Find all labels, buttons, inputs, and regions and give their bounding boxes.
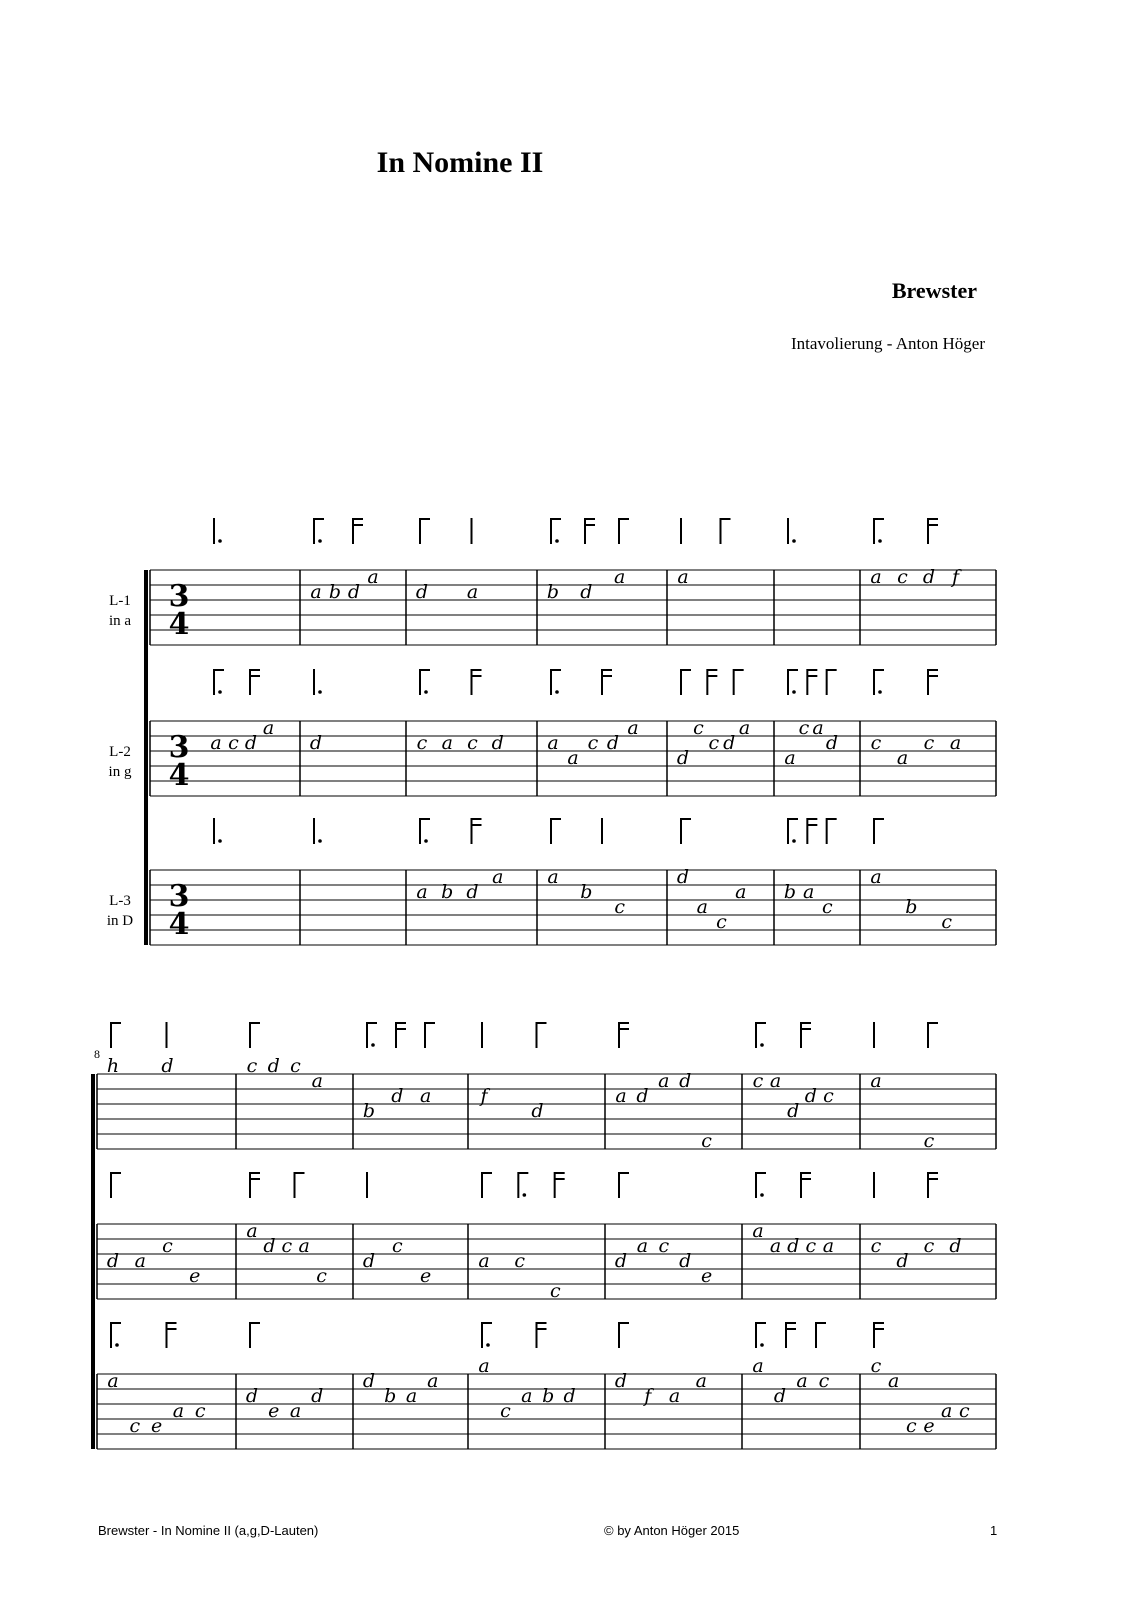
footer-left: Brewster - In Nomine II (a,g,D-Lauten) xyxy=(98,1523,319,1538)
measure xyxy=(210,669,274,754)
fret-letter: a xyxy=(696,896,708,918)
fret-letter: d xyxy=(391,1085,404,1107)
fret-letter: a xyxy=(478,1250,490,1272)
measure xyxy=(871,1322,970,1437)
part-tuning: in a xyxy=(108,613,132,629)
fret-letter: a xyxy=(492,866,504,888)
fret-letter: d xyxy=(676,747,690,769)
tab-system xyxy=(107,518,996,945)
measure xyxy=(870,518,962,588)
fret-letter: d xyxy=(614,1250,628,1272)
fret-letter: c xyxy=(798,717,810,739)
fret-letter: d xyxy=(922,566,936,588)
fret-letter: c xyxy=(870,1355,882,1377)
fret-letter: c xyxy=(228,732,239,754)
fret-letter: e xyxy=(420,1265,432,1287)
fret-letter: c xyxy=(281,1235,293,1257)
rhythm-dot xyxy=(878,539,882,543)
measure xyxy=(615,1322,707,1407)
footer-center: © by Anton Höger 2015 xyxy=(604,1523,740,1538)
part-label: L-2 xyxy=(109,744,131,760)
fret-letter: a xyxy=(812,717,824,739)
fret-letter: d xyxy=(311,1385,324,1407)
fret-letter: d xyxy=(244,732,258,754)
fret-letter: a xyxy=(210,732,222,754)
fret-letter: a xyxy=(547,866,559,888)
system-bracket xyxy=(144,570,148,945)
fret-letter: c xyxy=(818,1370,830,1392)
fret-letter: c xyxy=(162,1235,173,1257)
fret-letter: d xyxy=(949,1235,962,1257)
measure-number: 8 xyxy=(94,1047,100,1061)
fret-letter: a xyxy=(289,1400,302,1422)
fret-letter: c xyxy=(550,1280,561,1302)
fret-letter: d xyxy=(415,581,429,603)
fret-letter: d xyxy=(106,1250,120,1272)
fret-letter: a xyxy=(870,1070,882,1092)
fret-letter: a xyxy=(822,1235,835,1257)
fret-letter: c xyxy=(959,1400,970,1422)
measure xyxy=(788,518,796,544)
fret-letter: e xyxy=(150,1415,163,1437)
fret-letter: a xyxy=(677,566,689,588)
fret-letter: d xyxy=(531,1100,544,1122)
fret-letter: d xyxy=(679,1250,692,1272)
fret-letter: c xyxy=(941,911,952,933)
measure xyxy=(478,1322,575,1422)
fret-letter: c xyxy=(822,896,833,918)
rhythm-dot xyxy=(523,1193,527,1197)
fret-letter: a xyxy=(521,1385,533,1407)
rhythm-dot xyxy=(760,1043,764,1047)
fret-letter: d xyxy=(676,866,690,888)
fret-letter: e xyxy=(923,1415,935,1437)
fret-letter: e xyxy=(700,1265,713,1287)
fret-letter: c xyxy=(805,1235,817,1257)
measure xyxy=(677,818,747,933)
fret-letter: a xyxy=(441,732,453,754)
rhythm-dot xyxy=(486,1343,490,1347)
rhythm-dot xyxy=(318,690,322,694)
rhythm-dot xyxy=(424,839,428,843)
fret-letter: a xyxy=(246,1220,258,1242)
fret-letter: a xyxy=(547,732,559,754)
fret-letter: d xyxy=(161,1055,174,1077)
measure xyxy=(214,518,222,544)
measure xyxy=(107,1322,206,1437)
fret-letter: d xyxy=(362,1370,376,1392)
fret-letter: c xyxy=(416,732,428,754)
fret-letter: a xyxy=(738,717,751,739)
measure xyxy=(547,669,638,769)
rhythm-dot xyxy=(760,1193,764,1197)
measure xyxy=(871,1172,962,1272)
measure xyxy=(871,669,961,769)
measure xyxy=(247,1022,323,1092)
rhythm-dot xyxy=(318,839,322,843)
measure xyxy=(752,1172,834,1257)
fret-letter: d xyxy=(606,732,620,754)
fret-letter: a xyxy=(695,1370,707,1392)
fret-letter: a xyxy=(752,1355,764,1377)
time-signature-top: 3 xyxy=(168,579,190,614)
fret-letter: a xyxy=(668,1385,681,1407)
fret-letter: d xyxy=(563,1385,576,1407)
fret-letter: c xyxy=(587,732,599,754)
fret-letter: c xyxy=(870,732,882,754)
fret-letter: a xyxy=(735,881,747,903)
measure xyxy=(870,818,952,933)
fret-letter: d xyxy=(362,1250,376,1272)
lute-part xyxy=(109,669,996,796)
measure xyxy=(363,1022,435,1122)
measure xyxy=(310,669,322,754)
lute-part xyxy=(109,518,996,645)
fret-letter: a xyxy=(298,1235,310,1257)
fret-letter: e xyxy=(189,1265,201,1287)
fret-letter: c xyxy=(923,732,935,754)
fret-letter: c xyxy=(194,1400,206,1422)
time-signature-bottom: 4 xyxy=(168,607,190,642)
fret-letter: b xyxy=(783,881,797,903)
time-signature-top: 3 xyxy=(168,730,190,765)
measure xyxy=(310,518,378,603)
fret-letter: c xyxy=(716,911,727,933)
fret-letter: h xyxy=(106,1055,120,1077)
rhythm-dot xyxy=(318,539,322,543)
part-label: L-3 xyxy=(109,893,131,909)
fret-letter: d xyxy=(309,732,323,754)
measure xyxy=(677,518,730,588)
rhythm-dot xyxy=(115,1343,119,1347)
measure xyxy=(677,669,750,769)
fret-letter: a xyxy=(567,747,579,769)
fret-letter: a xyxy=(134,1250,146,1272)
measure xyxy=(784,818,837,918)
fret-letter: c xyxy=(923,1235,935,1257)
fret-letter: a xyxy=(752,1220,764,1242)
fret-letter: d xyxy=(636,1085,649,1107)
fret-letter: d xyxy=(723,732,736,754)
part-tuning: in D xyxy=(106,913,134,929)
fret-letter: d xyxy=(787,1100,800,1122)
fret-letter: c xyxy=(752,1070,764,1092)
fret-letter: f xyxy=(644,1385,652,1407)
fret-letter: a xyxy=(796,1370,808,1392)
rhythm-dot xyxy=(792,539,796,543)
fret-letter: a xyxy=(784,747,796,769)
fret-letter: a xyxy=(262,717,275,739)
fret-letter: c xyxy=(923,1130,935,1152)
measure xyxy=(752,1322,829,1407)
rhythm-dot xyxy=(218,839,222,843)
part-label: L-1 xyxy=(109,593,131,609)
measure xyxy=(417,669,504,754)
fret-letter: a xyxy=(941,1400,953,1422)
fret-letter: f xyxy=(951,566,960,588)
fret-letter: a xyxy=(420,1085,432,1107)
fret-letter: b xyxy=(328,581,342,603)
fret-letter: d xyxy=(896,1250,909,1272)
fret-letter: c xyxy=(467,732,478,754)
fret-letter: b xyxy=(580,881,593,903)
fret-letter: d xyxy=(245,1385,259,1407)
measure xyxy=(246,1322,323,1422)
measure xyxy=(547,818,625,918)
lute-part xyxy=(97,1322,996,1449)
rhythm-dot xyxy=(760,1343,764,1347)
lute-part xyxy=(107,818,996,945)
fret-letter: a xyxy=(416,881,428,903)
fret-letter: d xyxy=(580,581,593,603)
fret-letter: a xyxy=(107,1370,119,1392)
measure xyxy=(314,818,322,844)
rhythm-dot xyxy=(878,690,882,694)
rhythm-dot xyxy=(218,539,222,543)
fret-letter: d xyxy=(679,1070,692,1092)
fret-letter: d xyxy=(267,1055,280,1077)
fret-letter: a xyxy=(636,1235,649,1257)
fret-letter: d xyxy=(825,732,839,754)
fret-letter: a xyxy=(466,581,479,603)
fret-letter: a xyxy=(172,1400,185,1422)
time-signature-bottom: 4 xyxy=(168,907,190,942)
measure xyxy=(547,518,629,603)
fret-letter: c xyxy=(514,1250,525,1272)
fret-letter: b xyxy=(441,881,454,903)
fret-letter: a xyxy=(367,566,379,588)
rhythm-dot xyxy=(555,539,559,543)
fret-letter: e xyxy=(268,1400,280,1422)
measure xyxy=(107,1172,200,1287)
fret-letter: a xyxy=(658,1070,670,1092)
lute-part xyxy=(97,1172,996,1302)
rhythm-dot xyxy=(424,690,428,694)
fret-letter: d xyxy=(466,881,479,903)
rhythm-dot xyxy=(555,690,559,694)
part-tuning: in g xyxy=(108,764,132,780)
fret-letter: c xyxy=(708,732,720,754)
measure xyxy=(214,818,222,844)
fret-letter: c xyxy=(658,1235,670,1257)
fret-letter: a xyxy=(405,1385,418,1407)
rhythm-dot xyxy=(371,1043,375,1047)
fret-letter: c xyxy=(129,1415,141,1437)
measure xyxy=(870,1022,938,1152)
fret-letter: a xyxy=(311,1070,323,1092)
fret-letter: c xyxy=(290,1055,301,1077)
system-bracket xyxy=(91,1074,95,1449)
measure xyxy=(478,1022,546,1122)
fret-letter: a xyxy=(769,1235,782,1257)
lute-part xyxy=(97,1022,996,1152)
fret-letter: d xyxy=(491,732,504,754)
fret-letter: c xyxy=(906,1415,917,1437)
fret-letter: a xyxy=(803,881,815,903)
measure xyxy=(107,1022,174,1077)
fret-letter: b xyxy=(546,581,560,603)
fret-letter: c xyxy=(392,1235,403,1257)
fret-letter: a xyxy=(614,566,626,588)
fret-letter: a xyxy=(769,1070,782,1092)
measure xyxy=(246,1172,327,1287)
measure xyxy=(416,518,478,603)
rhythm-dot xyxy=(218,690,222,694)
time-signature-bottom: 4 xyxy=(168,758,190,793)
fret-letter: b xyxy=(384,1385,397,1407)
measure xyxy=(363,1172,431,1287)
measure xyxy=(753,1022,834,1122)
fret-letter: b xyxy=(542,1385,555,1407)
fret-letter: a xyxy=(949,732,962,754)
arranger-credit: Intavolierung - Anton Höger xyxy=(790,334,985,353)
fret-letter: f xyxy=(480,1085,488,1107)
fret-letter: a xyxy=(478,1355,490,1377)
rhythm-dot xyxy=(792,690,796,694)
measure xyxy=(416,818,503,903)
fret-letter: d xyxy=(614,1370,628,1392)
fret-letter: a xyxy=(888,1370,900,1392)
fret-letter: c xyxy=(246,1055,258,1077)
fret-letter: a xyxy=(896,747,909,769)
fret-letter: c xyxy=(870,1235,882,1257)
fret-letter: a xyxy=(427,1370,439,1392)
fret-letter: b xyxy=(362,1100,376,1122)
fret-letter: a xyxy=(870,566,882,588)
measure xyxy=(615,1022,712,1152)
composer-name: Brewster xyxy=(891,278,977,303)
fret-letter: d xyxy=(804,1085,817,1107)
fret-letter: c xyxy=(823,1085,834,1107)
measure xyxy=(478,1172,564,1302)
fret-letter: c xyxy=(897,566,908,588)
tab-system xyxy=(91,1022,996,1449)
fret-letter: d xyxy=(347,581,361,603)
fret-letter: c xyxy=(316,1265,327,1287)
fret-letter: a xyxy=(615,1085,627,1107)
fret-letter: a xyxy=(310,581,322,603)
fret-letter: d xyxy=(773,1385,787,1407)
fret-letter: c xyxy=(693,717,704,739)
fret-letter: c xyxy=(614,896,625,918)
footer-page-number: 1 xyxy=(990,1523,998,1538)
measure xyxy=(784,669,838,769)
fret-letter: c xyxy=(701,1130,712,1152)
fret-letter: a xyxy=(870,866,882,888)
rhythm-dot xyxy=(792,839,796,843)
fret-letter: d xyxy=(263,1235,276,1257)
fret-letter: a xyxy=(627,717,639,739)
measure xyxy=(615,1172,712,1287)
fret-letter: b xyxy=(905,896,918,918)
fret-letter: c xyxy=(500,1400,511,1422)
page-title: In Nomine II xyxy=(376,146,544,179)
fret-letter: d xyxy=(787,1235,800,1257)
time-signature-top: 3 xyxy=(168,879,190,914)
